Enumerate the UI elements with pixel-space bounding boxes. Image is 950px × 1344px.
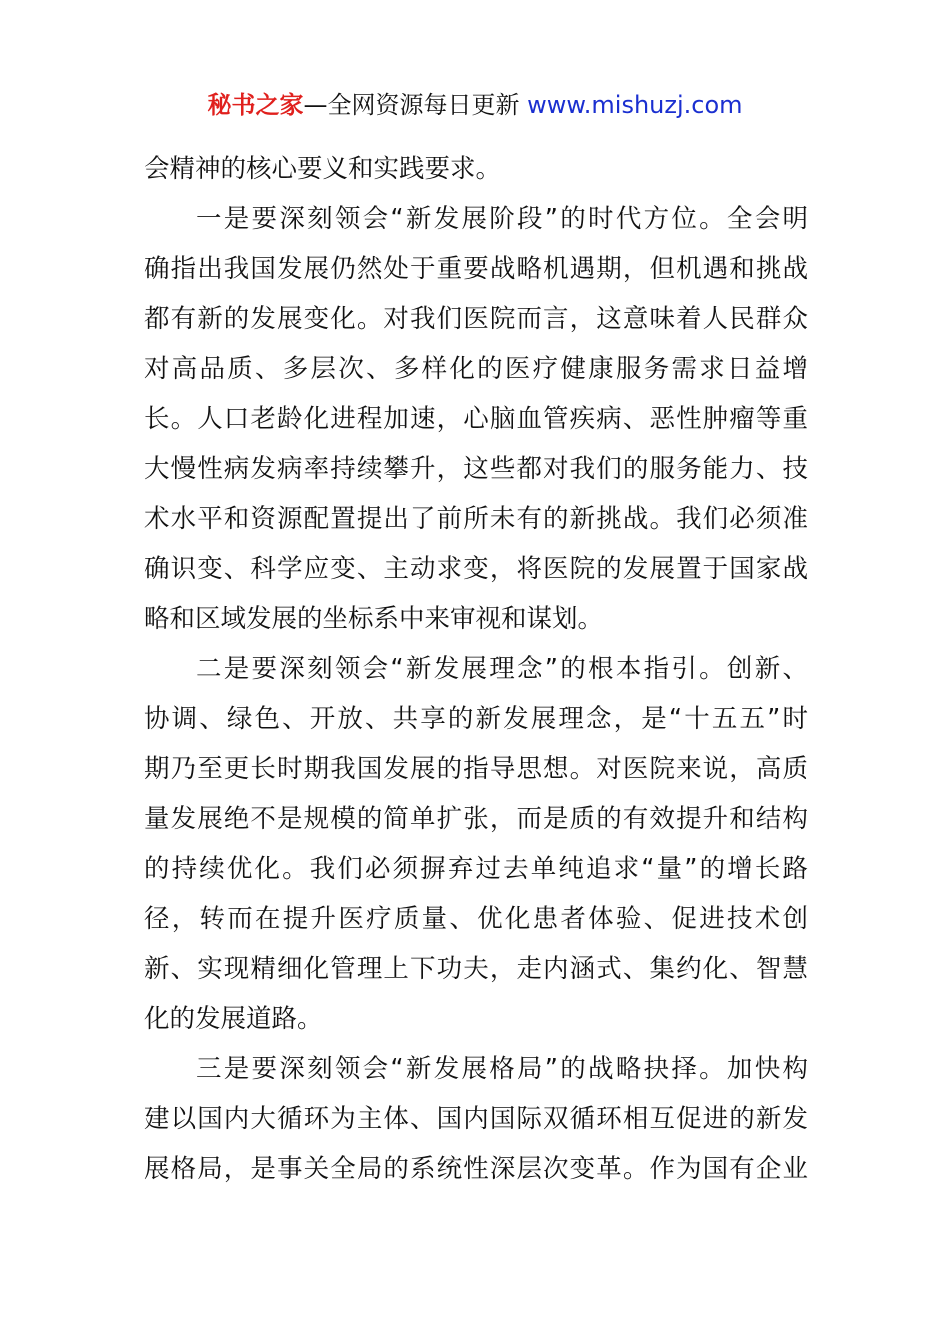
text-line: 二是要深刻领会“新发展理念”的根本指引。创新、	[196, 654, 808, 684]
text-line: 量发展绝不是规模的简单扩张，而是质的有效提升和结构	[144, 804, 808, 834]
text-line: 展格局，是事关全局的系统性深层次变革。作为国有企业	[144, 1154, 808, 1184]
text-line: 一是要深刻领会“新发展阶段”的时代方位。全会明	[196, 204, 808, 234]
text-line: 都有新的发展变化。对我们医院而言，这意味着人民群众	[144, 304, 808, 334]
header-tagline: —全网资源每日更新	[303, 91, 528, 119]
text-line: 略和区域发展的坐标系中来审视和谋划。	[144, 604, 604, 634]
text-line: 会精神的核心要义和实践要求。	[144, 154, 502, 184]
text-line: 大慢性病发病率持续攀升，这些都对我们的服务能力、技	[144, 454, 808, 484]
text-line: 三是要深刻领会“新发展格局”的战略抉择。加快构	[196, 1054, 808, 1084]
text-line: 建以国内大循环为主体、国内国际双循环相互促进的新发	[144, 1104, 808, 1134]
text-line: 径，转而在提升医疗质量、优化患者体验、促进技术创	[144, 904, 808, 934]
text-line: 新、实现精细化管理上下功夫，走内涵式、集约化、智慧	[144, 954, 808, 984]
site-header	[0, 88, 950, 122]
text-line: 确识变、科学应变、主动求变，将医院的发展置于国家战	[144, 554, 808, 584]
text-line: 确指出我国发展仍然处于重要战略机遇期，但机遇和挑战	[144, 254, 808, 284]
brand-name: 秘书之家	[207, 91, 304, 119]
document-body	[144, 144, 808, 1194]
site-url-link[interactable]: www.mishuzj.com	[527, 91, 743, 119]
text-line: 的持续优化。我们必须摒弃过去单纯追求“量”的增长路	[144, 854, 808, 884]
text-line: 对高品质、多层次、多样化的医疗健康服务需求日益增	[144, 354, 808, 384]
text-line: 长。人口老龄化进程加速，心脑血管疾病、恶性肿瘤等重	[144, 404, 808, 434]
text-line: 术水平和资源配置提出了前所未有的新挑战。我们必须准	[144, 504, 808, 534]
text-line: 化的发展道路。	[144, 1004, 323, 1034]
text-line: 期乃至更长时期我国发展的指导思想。对医院来说，高质	[144, 754, 808, 784]
text-line: 协调、绿色、开放、共享的新发展理念，是“十五五”时	[144, 704, 808, 734]
